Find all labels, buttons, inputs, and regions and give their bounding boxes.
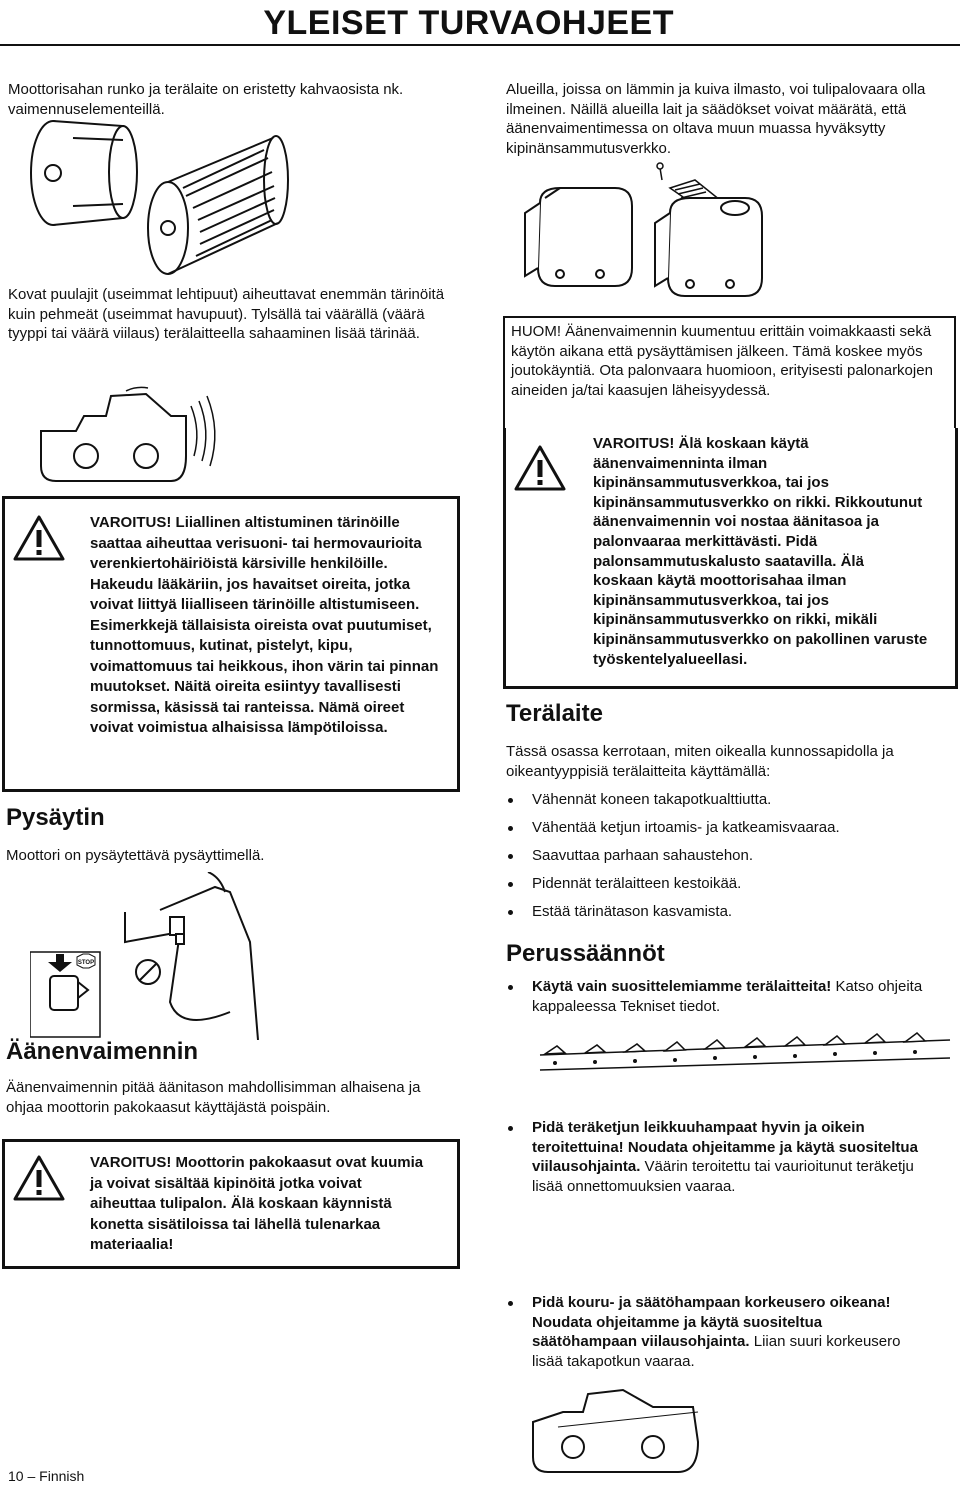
list-item bbox=[506, 1118, 931, 1196]
depth-gauge-illustration bbox=[528, 1382, 738, 1488]
hardwood-text-b: Tylsällä tai väärällä (väärä tyyppi tai väärä viilaus) terälaitteella sahaaminen lisää tärinää. bbox=[8, 305, 425, 342]
muffler-illustration bbox=[520, 158, 790, 304]
note-text: HUOM! Äänenvaimennin kuumentuu erittäin voimakkaasti sekä käytön aikana että pysäyttämisen jälkeen. Tämä koskee myös joutokäyntiä. Ota palonvaara huomioon, erityisesti palonarkojen aineiden ja/tai kaasujen läheisyydessä. bbox=[511, 323, 933, 399]
list-item: Estää tärinätason kasvamista. bbox=[506, 902, 956, 922]
footer-language: Finnish bbox=[39, 1467, 85, 1484]
rule-3-rest: Liian suuri korkeusero lisää takapotkun vaaraa. bbox=[532, 1333, 901, 1370]
page-title: YLEISET TURVAOHJEET bbox=[263, 4, 674, 42]
stop-heading: Pysäytin bbox=[6, 804, 105, 831]
rule-3-bold: Pidä kouru- ja säätöhampaan korkeusero oikeana! Noudata ohjeitamme ja käytä suositeltua säätöhampaan viilausohjainta. bbox=[532, 1294, 891, 1350]
list-item: Vähentää ketjun irtoamis- ja katkeamisvaaraa. bbox=[506, 818, 956, 838]
basic-rules-heading: Perussäännöt bbox=[506, 940, 665, 967]
warning-triangle-icon bbox=[513, 444, 567, 492]
vibration-warning-text: VAROITUS! Liiallinen altistuminen tärinöille saattaa aiheuttaa verisuoni- tai hermovaurioita verenkiertohäiriöistä kärsiville henkilöille. Hakeudu lääkäriin, jos havaitset oireita, jotka voivat liittyä liialliseen tärinöille altistumiseen. Esimerkkejä tällaisista oireista ovat puutumiset, tunnottomuus, kutinat, pistelyt, kipu, voimattomuus tai heikkous, ihon värin tai pinnan muutokset. Näitä oireita esiintyy tavallisesti sormissa, käsissä tai ranteissa. Nämä oireet voivat voimistua alhaisissa lämpötiloissa. bbox=[90, 514, 439, 736]
muffler-paragraph: Äänenvaimennin pitää äänitason mahdollisimman alhaisena ja ohjaa moottorin pakokaasut käyttäjästä poispäin. bbox=[6, 1079, 421, 1116]
stop-paragraph: Moottori on pysäytettävä pysäyttimellä. bbox=[6, 847, 265, 864]
muffler-heading: Äänenvaimennin bbox=[6, 1038, 199, 1065]
stop-sign-label: STOP bbox=[77, 960, 95, 966]
hardwood-text-a: Kovat puulajit (useimmat lehtipuut) aiheuttavat enemmän tärinöitä kuin pehmeät (useimmat havupuut). bbox=[8, 286, 445, 323]
rule-2 bbox=[506, 1118, 931, 1205]
stop-switch-illustration bbox=[30, 872, 460, 1046]
saw-chain-illustration bbox=[535, 1030, 955, 1096]
header-rule bbox=[0, 44, 960, 46]
rule-1-rest: Katso ohjeita kappaleessa Tekniset tiedot. bbox=[532, 978, 923, 1015]
footer-separator: – bbox=[23, 1467, 40, 1484]
list-item: Pidennät terälaitteen kestoikää. bbox=[506, 874, 956, 894]
exhaust-warning-text: VAROITUS! Moottorin pakokaasut ovat kuumia ja voivat sisältää kipinöitä jotka voivat aiheuttaa tulipalon. Älä koskaan käynnistä konetta sisätiloissa tai lähellä tulenarkaa materiaalia! bbox=[90, 1154, 424, 1253]
warning-triangle-icon bbox=[12, 1154, 66, 1202]
fire-risk-paragraph: Alueilla, joissa on lämmin ja kuiva ilmasto, voi tulipalovaara olla ilmeinen. Näillä alueilla lait ja säädökset voivat määrätä, että äänenvaimentimessa on oltava muun muassa hyväksytty kipinänsammutusverkko. bbox=[506, 81, 926, 157]
rule-1-bold: Käytä vain suosittelemiamme terälaitteita! bbox=[532, 978, 832, 995]
hardwood-paragraph bbox=[8, 285, 448, 344]
list-item bbox=[506, 977, 926, 1016]
rule-2-rest: Väärin teroitettu tai vaurioitunut teräketju lisää onnettomuuksien vaaraa. bbox=[532, 1158, 914, 1195]
spark-arrester-warning-text: VAROITUS! Älä koskaan käytä äänenvaimenninta ilman kipinänsammutusverkkoa, tai jos kipinänsammutusverkko on rikki. Rikkoutunut äänenvaimennin voi nostaa äänitasoa ja palonvaaraa merkittävästi. Pidä palonsammutuskalusto saatavilla. Älä koskaan käytä moottorisahaa ilman kipinänsammutusverkkoa, tai jos kipinänsammutusverkko on rikki, mikäli kipinänsammutusverkko on pakollinen varuste työskentelyalueellasi. bbox=[593, 435, 928, 668]
page-footer bbox=[8, 1467, 84, 1487]
warning-triangle-icon bbox=[12, 514, 66, 562]
list-item: Vähennät koneen takapotkualttiutta. bbox=[506, 790, 956, 810]
chain-vibration-illustration bbox=[36, 386, 226, 502]
cutting-equipment-heading: Terälaite bbox=[506, 700, 603, 727]
list-item bbox=[506, 1293, 931, 1371]
damper-paragraph: Moottorisahan runko ja terälaite on eristetty kahvaosista nk. vaimennuselementeillä. bbox=[8, 81, 404, 118]
list-item: Saavuttaa parhaan sahaustehon. bbox=[506, 846, 956, 866]
cutting-equipment-intro: Tässä osassa kerrotaan, miten oikealla kunnossapidolla ja oikeantyyppisiä terälaitteita käyttämällä: bbox=[506, 743, 894, 780]
cutting-equipment-list bbox=[506, 790, 956, 930]
rule-2-bold: Pidä teräketjun leikkuuhampaat hyvin ja oikein teroitettuina! Noudata ohjeitamme ja käytä suositeltua viilausohjainta. bbox=[532, 1119, 918, 1175]
damper-illustration bbox=[28, 118, 298, 284]
page-number: 10 bbox=[8, 1467, 24, 1484]
rule-3 bbox=[506, 1293, 931, 1380]
rule-1 bbox=[506, 977, 926, 1025]
